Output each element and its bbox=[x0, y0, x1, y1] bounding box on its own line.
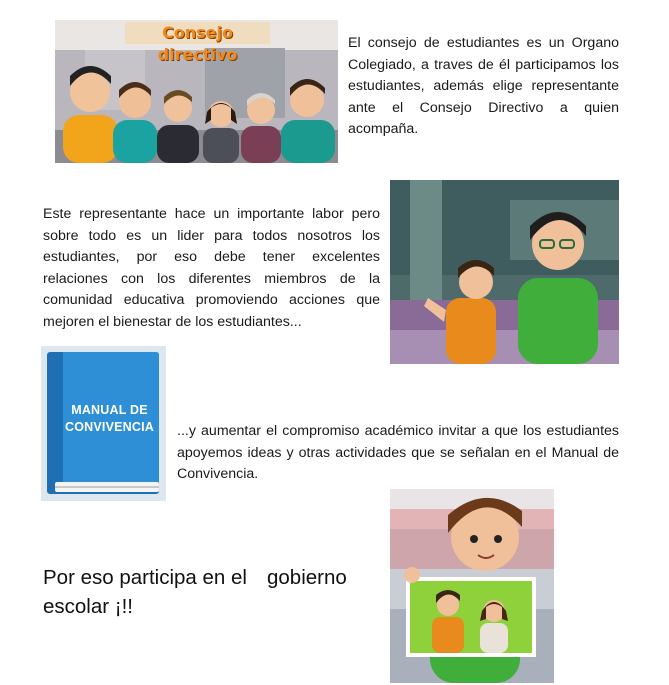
consejo-directivo-illustration bbox=[55, 20, 338, 163]
paragraph-representante: Este representante hace un importante labor pero sobre todo es un lider para todos nosotros los estudiantes, por eso debe tener excelentes relaciones con los diferentes miembros de la comunidad educativa promoviendo acciones que mejoren el bienestar de los estudiantes... bbox=[43, 206, 380, 330]
paragraph-consejo: El consejo de estudiantes es un Organo Colegiado, a traves de él participamos los estudiantes, además elige representante ante el Consejo Directivo a quien acompaña. bbox=[348, 35, 619, 138]
book-title-line-1: MANUAL DE bbox=[71, 403, 148, 417]
closing-message-part-2: gobierno escolar ¡!! bbox=[43, 566, 347, 618]
book-title-line-2: CONVIVENCIA bbox=[64, 420, 155, 434]
illustration-title: Consejo directivo bbox=[157, 23, 238, 64]
closing-message-part-1: Por eso participa en el bbox=[43, 566, 247, 589]
manual-convivencia-book bbox=[41, 346, 166, 501]
paragraph-manual: ...y aumentar el compromiso académico invitar a que los estudiantes apoyemos ideas y otras actividades que se señalan en el Manual de Convivencia. bbox=[177, 423, 619, 483]
representante-illustration bbox=[390, 180, 619, 364]
closing-message bbox=[43, 563, 373, 621]
gobierno-escolar-illustration bbox=[390, 489, 554, 683]
